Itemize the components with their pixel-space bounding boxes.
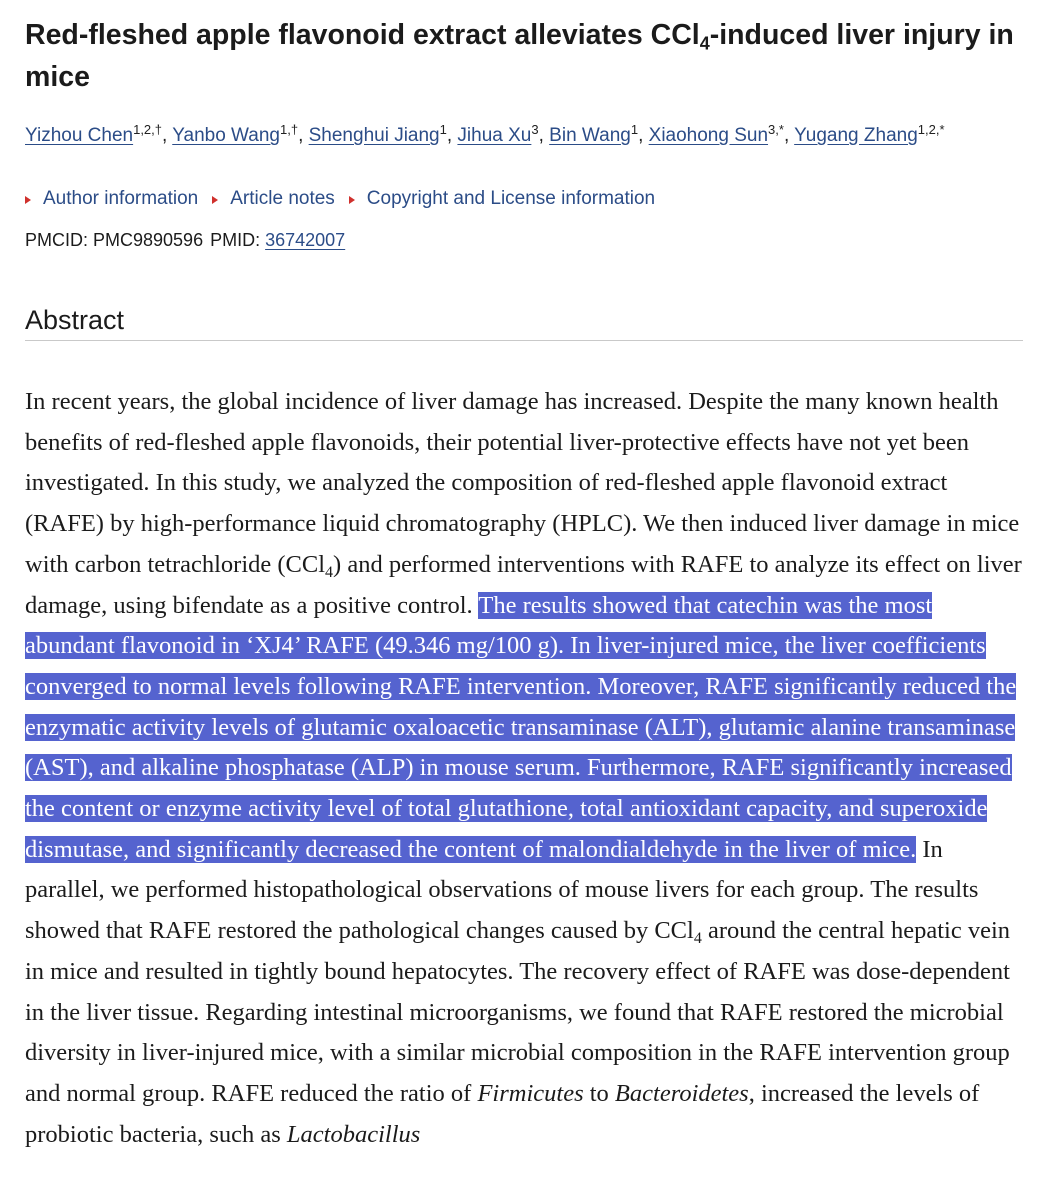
article-info-accordion [25,185,655,213]
triangle-right-icon [25,196,31,204]
triangle-right-icon [212,196,218,204]
author-affiliation: 3 [531,121,539,137]
abstract-text: , increased the levels of probiotic bacteria, such as [25,1079,980,1148]
author-affiliation: 1,2,* [917,121,945,137]
abstract-divider [25,340,1023,341]
author-link[interactable]: Yizhou Chen [25,125,134,146]
author-affiliation: 1,2,† [133,121,163,137]
author-separator: , [538,125,550,146]
author-link[interactable]: Yugang Zhang [794,125,918,146]
subscript-text: 4 [325,563,334,581]
author-affiliation: 3,* [768,121,784,137]
author-separator: , [638,125,649,146]
author-separator: , [783,125,795,146]
article-title: Red-fleshed apple flavonoid extract alleviates CCl$_4$-induced liver injury in mice [25,19,1014,93]
author-information-label: Author information [43,188,199,209]
pmid-link[interactable]: 36742007 [265,230,346,250]
taxon-name: Bacteroidetes [614,1079,749,1107]
article-notes-label: Article notes [230,188,335,209]
author-affiliation: 1,† [279,121,299,137]
author-separator: , [446,125,458,146]
abstract-text: In parallel, we performed histopathological observations of mouse livers for each group. The results showed that RAFE restored the pathological changes caused by CCl [25,835,979,945]
author-affiliation: 1 [630,121,639,137]
copyright-license-toggle[interactable] [349,185,655,213]
subscript-text: 4 [693,929,702,947]
author-separator: , [298,125,309,146]
taxon-name: Firmicutes [477,1079,584,1107]
abstract-heading: Abstract [25,305,125,335]
abstract-text: around the central hepatic vein in mice and resulted in tightly bound hepatocytes. The recovery effect of RAFE was dose-dependent in the liver tissue. Regarding intestinal microorganisms, we found that RAFE restored the microbial diversity in liver-injured mice, with a similar microbial composition in the RAFE intervention group and normal group. RAFE reduced the ratio of [25,917,1010,1107]
abstract-text: In recent years, the global incidence of liver damage has increased. Despite the many known health benefits of red-fleshed apple flavonoids, their potential liver-protective effects have not yet been investigated. In this study, we analyzed the composition of red-fleshed apple flavonoid extract (RAFE) by high-performance liquid chromatography (HPLC). We then induced liver damage in mice with carbon tetrachloride (CCl [25,388,1020,578]
triangle-right-icon [349,196,355,204]
abstract-paragraph [25,382,1025,1155]
author-link[interactable]: Jihua Xu [457,125,532,146]
article-identifiers [25,226,345,254]
author-link[interactable]: Yanbo Wang [172,125,280,146]
author-separator: , [162,125,173,146]
taxon-name: Lactobacillus [286,1120,421,1148]
author-link[interactable]: Shenghui Jiang [308,125,440,146]
author-list [25,121,1025,151]
author-information-toggle[interactable] [25,185,198,213]
copyright-license-label: Copyright and License information [366,188,656,209]
pmid-label: PMID: [210,230,261,250]
abstract-text: ) and performed interventions with RAFE to analyze its effect on liver damage, using bifendate as a positive control. [25,550,1022,619]
author-affiliation: 1 [439,121,447,137]
article-notes-toggle[interactable] [212,185,335,213]
abstract-text: to [583,1079,615,1107]
author-link[interactable]: Bin Wang [549,125,631,146]
author-link[interactable]: Xiaohong Sun [648,125,769,146]
selected-text-highlight[interactable]: The results showed that catechin was the most abundant flavonoid in ‘XJ4’ RAFE (49.346 mg/100 g). In liver-injured mice, the liver coefficients converged to normal levels following RAFE intervention. Moreover, RAFE significantly reduced the enzymatic activity levels of glutamic oxaloacetic transaminase (ALT), glutamic alanine transaminase (AST), and alkaline phosphatase (ALP) in mouse serum. Furthermore, RAFE significantly increased the content or enzyme activity level of total glutathione, total antioxidant capacity, and superoxide dismutase, and significantly decreased the content of malondialdehyde in the liver of mice. [25,591,1017,863]
pmcid-text: PMCID: PMC9890596 [25,230,204,250]
